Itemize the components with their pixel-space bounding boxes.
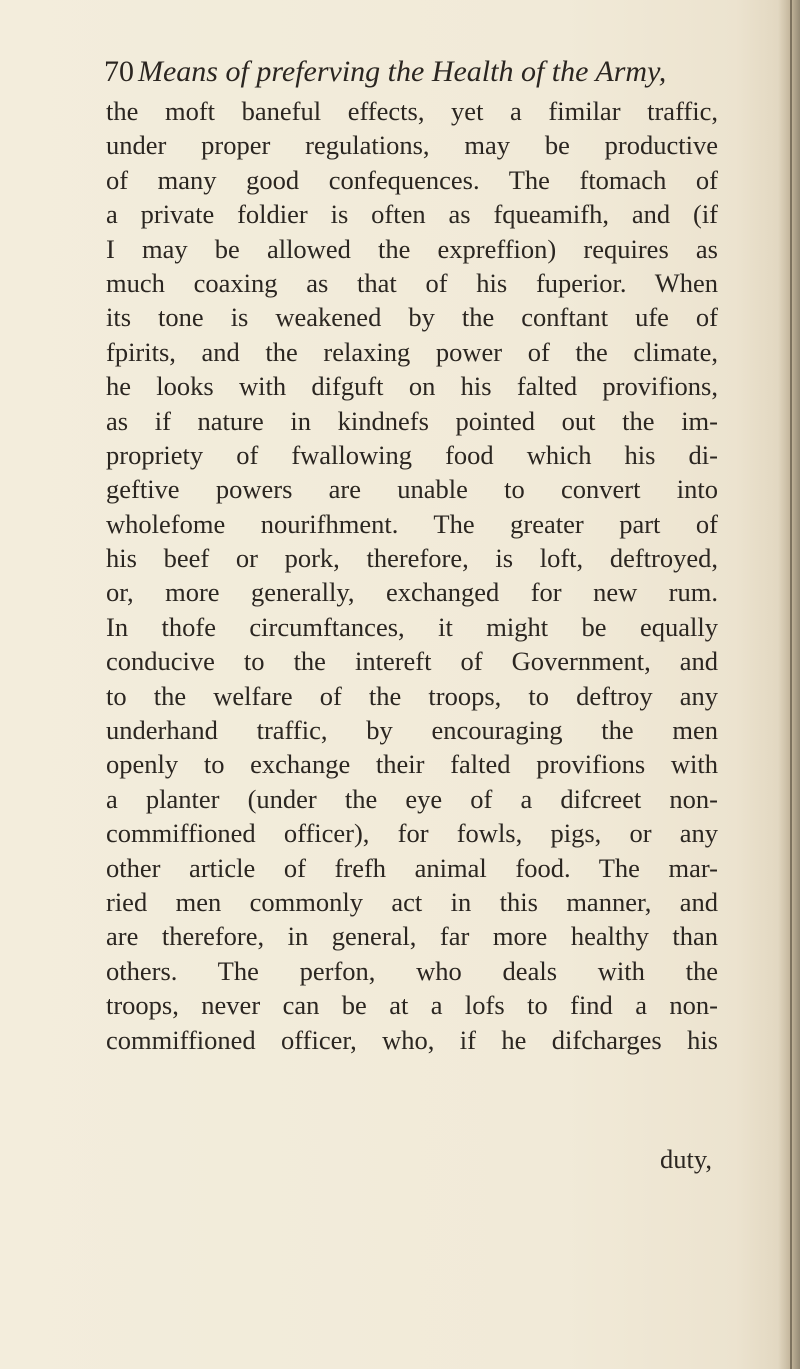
text-line: conducive to the intereft of Government, and (106, 646, 718, 677)
text-line: I may be allowed the expreffion) requires as (106, 233, 718, 264)
text-line: as if nature in kindnefs pointed out the im- (106, 405, 718, 436)
text-line: his beef or pork, therefore, is loft, deftroyed, (106, 543, 718, 574)
text-line: a private foldier is often as fqueamifh, and (if (106, 199, 718, 230)
text-line: to the welfare of the troops, to deftroy any (106, 680, 718, 711)
text-line: underhand traffic, by encouraging the men (106, 715, 718, 746)
text-line: wholefome nourifhment. The greater part of (106, 508, 718, 539)
text-line: other article of frefh animal food. The mar- (106, 852, 718, 883)
catchword: duty, (660, 1144, 713, 1174)
text-line: In thofe circumftances, it might be equally (106, 611, 718, 642)
text-line: openly to exchange their falted provifions with (106, 749, 718, 780)
body-text (106, 94, 718, 1057)
page-edge-line (790, 0, 792, 1369)
text-line: of many good confequences. The ftomach of (106, 164, 718, 195)
page-number: 70 (104, 55, 134, 88)
text-line: commiffioned officer), for fowls, pigs, or any (106, 818, 718, 849)
running-title: Means of preferving the Health of the Army, (138, 55, 667, 88)
text-line: under proper regulations, may be productive (106, 130, 718, 161)
text-line: fpirits, and the relaxing power of the climate, (106, 336, 718, 367)
text-line: geftive powers are unable to convert into (106, 474, 718, 505)
text-line: a planter (under the eye of a difcreet non- (106, 783, 718, 814)
text-line: are therefore, in general, far more healthy than (106, 921, 718, 952)
text-line: he looks with difguft on his falted provifions, (106, 371, 718, 402)
text-line: propriety of fwallowing food which his di- (106, 439, 718, 470)
text-line: much coaxing as that of his fuperior. When (106, 267, 718, 298)
text-line: others. The perfon, who deals with the (106, 955, 718, 986)
text-line: the moft baneful effects, yet a fimilar traffic, (106, 96, 718, 126)
text-line: ried men commonly act in this manner, and (106, 886, 718, 917)
page-edge-shadow (778, 0, 800, 1369)
text-line: commiffioned officer, who, if he difcharges his (106, 1024, 718, 1055)
running-head (104, 54, 724, 90)
text-line: its tone is weakened by the conftant ufe of (106, 302, 718, 333)
text-line: or, more generally, exchanged for new rum. (106, 577, 718, 608)
text-line: troops, never can be at a lofs to find a non- (106, 990, 718, 1021)
